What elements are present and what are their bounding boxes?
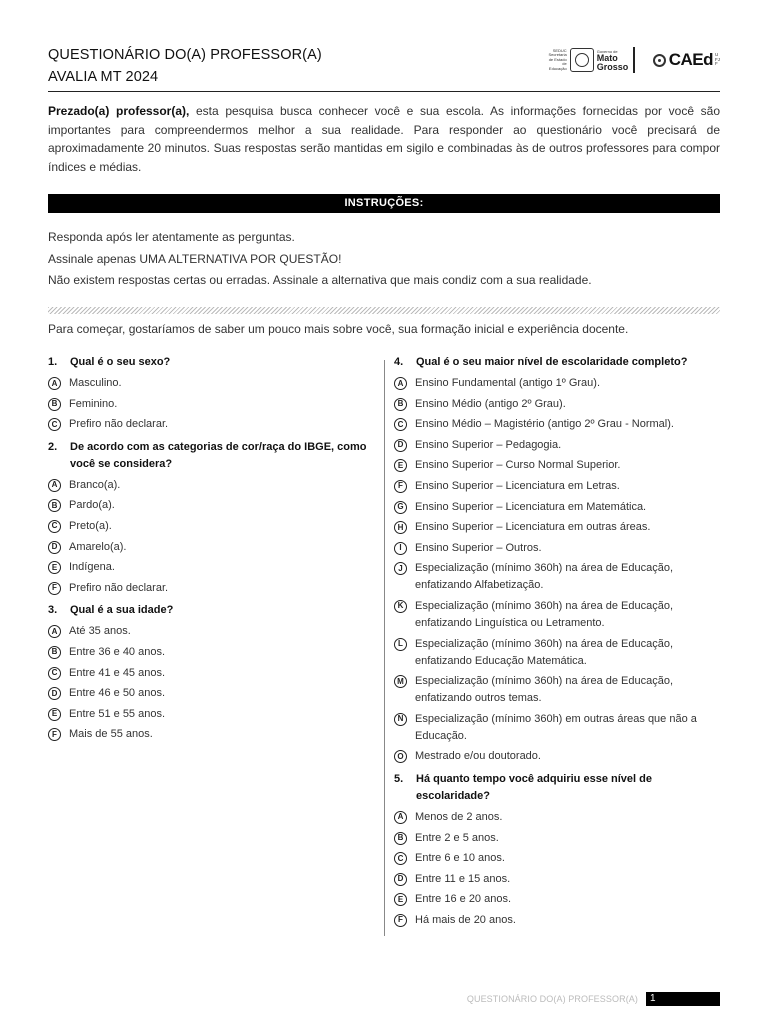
option-circle-d-icon[interactable]: D: [48, 541, 61, 554]
option-circle-f-icon[interactable]: F: [48, 582, 61, 595]
question-text: De acordo com as categorias de cor/raça do IBGE, como você se considera?: [70, 440, 367, 470]
option-item[interactable]: [48, 559, 378, 576]
page-number: 1: [646, 992, 720, 1006]
intro-text: esta pesquisa busca conhecer você e sua escola. As informações fornecidas por você são importantes para compreendermos melhor a sua realidade. Para responder ao questionário você precisará de aproximadamente 20 minutos. Suas respostas serão mantidas em sigilo e combinadas às de outros professores para compor índices e médias.: [48, 104, 720, 174]
left-column: [48, 354, 378, 747]
option-item[interactable]: [394, 457, 720, 474]
option-circle-m-icon[interactable]: M: [394, 675, 407, 688]
option-circle-g-icon[interactable]: G: [394, 501, 407, 514]
intro-greeting: Prezado(a) professor(a),: [48, 104, 190, 118]
column-divider: [384, 360, 385, 936]
option-text: Menos de 2 anos.: [415, 810, 503, 823]
question-text: Qual é o seu sexo?: [70, 356, 171, 368]
option-item[interactable]: [48, 685, 378, 702]
instruction-line: Responda após ler atentamente as perguntas.: [48, 230, 295, 244]
option-text: Prefiro não declarar.: [69, 581, 169, 594]
page-footer: [467, 992, 720, 1006]
option-circle-o-icon[interactable]: O: [394, 750, 407, 763]
option-text: Entre 51 e 55 anos.: [69, 707, 166, 720]
option-item[interactable]: [48, 375, 378, 392]
question-2: [48, 439, 378, 473]
option-item[interactable]: [48, 623, 378, 640]
option-item[interactable]: [394, 375, 720, 392]
option-item[interactable]: [394, 748, 720, 765]
option-item[interactable]: [48, 416, 378, 433]
option-text: Ensino Médio – Magistério (antigo 2º Grau - Normal).: [415, 418, 674, 431]
option-text: Mais de 55 anos.: [69, 728, 153, 741]
option-item[interactable]: [394, 519, 720, 536]
question-number: 1.: [48, 356, 58, 368]
gov-logo-big1: Mato: [596, 52, 618, 63]
logo-divider: [633, 47, 635, 73]
option-text: Indígena.: [69, 561, 115, 574]
question-text: Há quanto tempo você adquiriu esse nível de escolaridade?: [416, 772, 652, 802]
option-circle-a-icon[interactable]: A: [394, 811, 407, 824]
section-lead: Para começar, gostaríamos de saber um pouco mais sobre você, sua formação inicial e experiência docente.: [48, 322, 629, 336]
option-text: Especialização (mínimo 360h) em outras áreas que não a Educação.: [415, 712, 697, 742]
option-item[interactable]: [394, 598, 720, 632]
instruction-line: Assinale apenas UMA ALTERNATIVA POR QUESTÃO!: [48, 251, 342, 266]
option-text: Ensino Superior – Licenciatura em Matemática.: [415, 500, 647, 513]
option-circle-c-icon[interactable]: C: [394, 418, 407, 431]
option-circle-d-icon[interactable]: D: [48, 687, 61, 700]
option-text: Especialização (mínimo 360h) na área de Educação, enfatizando outros temas.: [415, 675, 674, 705]
option-text: Ensino Médio (antigo 2º Grau).: [415, 397, 566, 410]
instructions-list: [48, 228, 720, 293]
option-circle-f-icon[interactable]: F: [48, 728, 61, 741]
option-circle-h-icon[interactable]: H: [394, 521, 407, 534]
option-text: Entre 11 e 15 anos.: [415, 872, 511, 885]
option-circle-l-icon[interactable]: L: [394, 638, 407, 651]
option-item[interactable]: [394, 499, 720, 516]
option-text: Entre 46 e 50 anos.: [69, 687, 166, 700]
option-circle-d-icon[interactable]: D: [394, 873, 407, 886]
caed-logo: CAEd: [668, 50, 713, 69]
option-circle-b-icon[interactable]: B: [394, 398, 407, 411]
footer-title: QUESTIONÁRIO DO(A) PROFESSOR(A): [466, 994, 638, 1004]
option-circle-f-icon[interactable]: F: [394, 914, 407, 927]
option-circle-a-icon[interactable]: A: [394, 377, 407, 390]
option-text: Ensino Superior – Licenciatura em Letras.: [415, 479, 620, 492]
question-text: Qual é a sua idade?: [70, 604, 174, 617]
option-text: Especialização (mínimo 360h) na área de Educação, enfatizando Alfabetização.: [415, 562, 674, 592]
mato-grosso-logo: [597, 49, 629, 72]
option-circle-j-icon[interactable]: J: [394, 562, 407, 575]
question-number: 4.: [394, 356, 404, 368]
option-text: Entre 36 e 40 anos.: [69, 645, 166, 658]
option-item[interactable]: [48, 665, 378, 682]
question-3: [48, 602, 378, 619]
option-circle-c-icon[interactable]: C: [48, 667, 61, 680]
option-circle-b-icon[interactable]: B: [394, 832, 407, 845]
option-item[interactable]: [48, 726, 378, 743]
document-title-line2: AVALIA MT 2024: [48, 69, 159, 85]
option-circle-e-icon[interactable]: E: [394, 459, 407, 472]
option-item[interactable]: [394, 478, 720, 495]
option-circle-f-icon[interactable]: F: [394, 480, 407, 493]
caed-logo-suffix: UFJF: [715, 52, 720, 67]
option-item[interactable]: [394, 871, 720, 888]
option-item[interactable]: [394, 830, 720, 847]
option-item[interactable]: [48, 396, 378, 413]
instruction-line: Não existem respostas certas ou erradas. Assinale a alternativa que mais condiz com a sua realidade.: [48, 273, 592, 287]
option-item[interactable]: [394, 540, 720, 557]
option-text: Há mais de 20 anos.: [415, 913, 516, 926]
option-text: Preto(a).: [69, 519, 112, 532]
question-text: Qual é o seu maior nível de escolaridade completo?: [416, 356, 688, 368]
option-circle-b-icon[interactable]: B: [48, 499, 61, 512]
caed-mark-icon: [653, 54, 666, 67]
option-circle-b-icon[interactable]: B: [48, 646, 61, 659]
option-text: Entre 16 e 20 anos.: [415, 893, 512, 906]
option-text: Ensino Superior – Licenciatura em outras áreas.: [415, 521, 651, 534]
option-circle-e-icon[interactable]: E: [48, 561, 61, 574]
option-text: Especialização (mínimo 360h) na área de Educação, enfatizando Linguística ou Letramento.: [415, 599, 674, 629]
gov-logo-small: Governo de: [596, 48, 618, 54]
option-text: Mestrado e/ou doutorado.: [415, 750, 541, 763]
option-text: Pardo(a).: [69, 499, 115, 512]
option-item[interactable]: [394, 396, 720, 413]
option-text: Masculino.: [69, 377, 122, 389]
question-4: [394, 354, 720, 371]
option-circle-d-icon[interactable]: D: [394, 439, 407, 452]
option-circle-c-icon[interactable]: C: [394, 852, 407, 865]
option-circle-e-icon[interactable]: E: [394, 893, 407, 906]
intro-paragraph: [48, 102, 720, 176]
option-circle-a-icon[interactable]: A: [48, 377, 61, 390]
question-1: [48, 354, 378, 371]
option-text: Feminino.: [69, 397, 118, 410]
option-text: Prefiro não declarar.: [69, 418, 169, 431]
option-item[interactable]: [394, 560, 720, 594]
option-item[interactable]: [394, 416, 720, 433]
option-text: Entre 6 e 10 anos.: [415, 852, 505, 865]
option-circle-e-icon[interactable]: E: [48, 708, 61, 721]
question-number: 5.: [394, 772, 404, 785]
option-item[interactable]: [48, 539, 378, 556]
option-circle-k-icon[interactable]: K: [394, 600, 407, 613]
option-item[interactable]: [394, 673, 720, 707]
option-circle-b-icon[interactable]: B: [48, 398, 61, 411]
option-text: Branco(a).: [69, 478, 121, 491]
option-text: Até 35 anos.: [69, 625, 131, 638]
option-text: Especialização (mínimo 360h) na área de Educação, enfatizando Educação Matemática.: [415, 637, 674, 667]
option-item[interactable]: [48, 706, 378, 723]
document-title-line1: QUESTIONÁRIO DO(A) PROFESSOR(A): [48, 47, 322, 63]
option-circle-c-icon[interactable]: C: [48, 520, 61, 533]
option-text: Amarelo(a).: [69, 540, 127, 553]
option-text: Entre 41 e 45 anos.: [69, 666, 166, 679]
option-text: Ensino Fundamental (antigo 1º Grau).: [415, 377, 601, 389]
logos: [547, 46, 720, 74]
option-item[interactable]: [394, 809, 720, 826]
gov-logo-big2: Grosso: [596, 61, 629, 72]
option-item[interactable]: [394, 636, 720, 670]
option-text: Ensino Superior – Outros.: [415, 541, 542, 554]
option-text: Entre 2 e 5 anos.: [415, 831, 499, 844]
option-circle-a-icon[interactable]: A: [48, 625, 61, 638]
right-column: [394, 354, 720, 932]
hatched-divider: [48, 307, 720, 314]
state-seal-icon: [570, 48, 594, 72]
page-header: [48, 44, 720, 92]
question-number: 2.: [48, 440, 58, 453]
option-text: Ensino Superior – Curso Normal Superior.: [415, 459, 621, 472]
option-item[interactable]: [394, 711, 720, 745]
option-text: Ensino Superior – Pedagogia.: [415, 438, 562, 451]
option-circle-a-icon[interactable]: A: [48, 479, 61, 492]
option-item[interactable]: [48, 477, 378, 494]
option-item[interactable]: [48, 580, 378, 597]
option-item[interactable]: [394, 850, 720, 867]
option-item[interactable]: [394, 437, 720, 454]
option-item[interactable]: [394, 891, 720, 908]
option-item[interactable]: [48, 518, 378, 535]
option-circle-n-icon[interactable]: N: [394, 713, 407, 726]
option-circle-c-icon[interactable]: C: [48, 418, 61, 431]
question-5: [394, 771, 720, 805]
question-number: 3.: [48, 604, 58, 617]
seduc-logo-text: SEDUC Secretaria de Estado de Educação: [548, 47, 567, 71]
option-item[interactable]: [48, 497, 378, 514]
option-item[interactable]: [48, 644, 378, 661]
option-circle-i-icon[interactable]: I: [394, 542, 407, 555]
instructions-heading: INSTRUÇÕES:: [48, 194, 720, 213]
option-item[interactable]: [394, 912, 720, 929]
